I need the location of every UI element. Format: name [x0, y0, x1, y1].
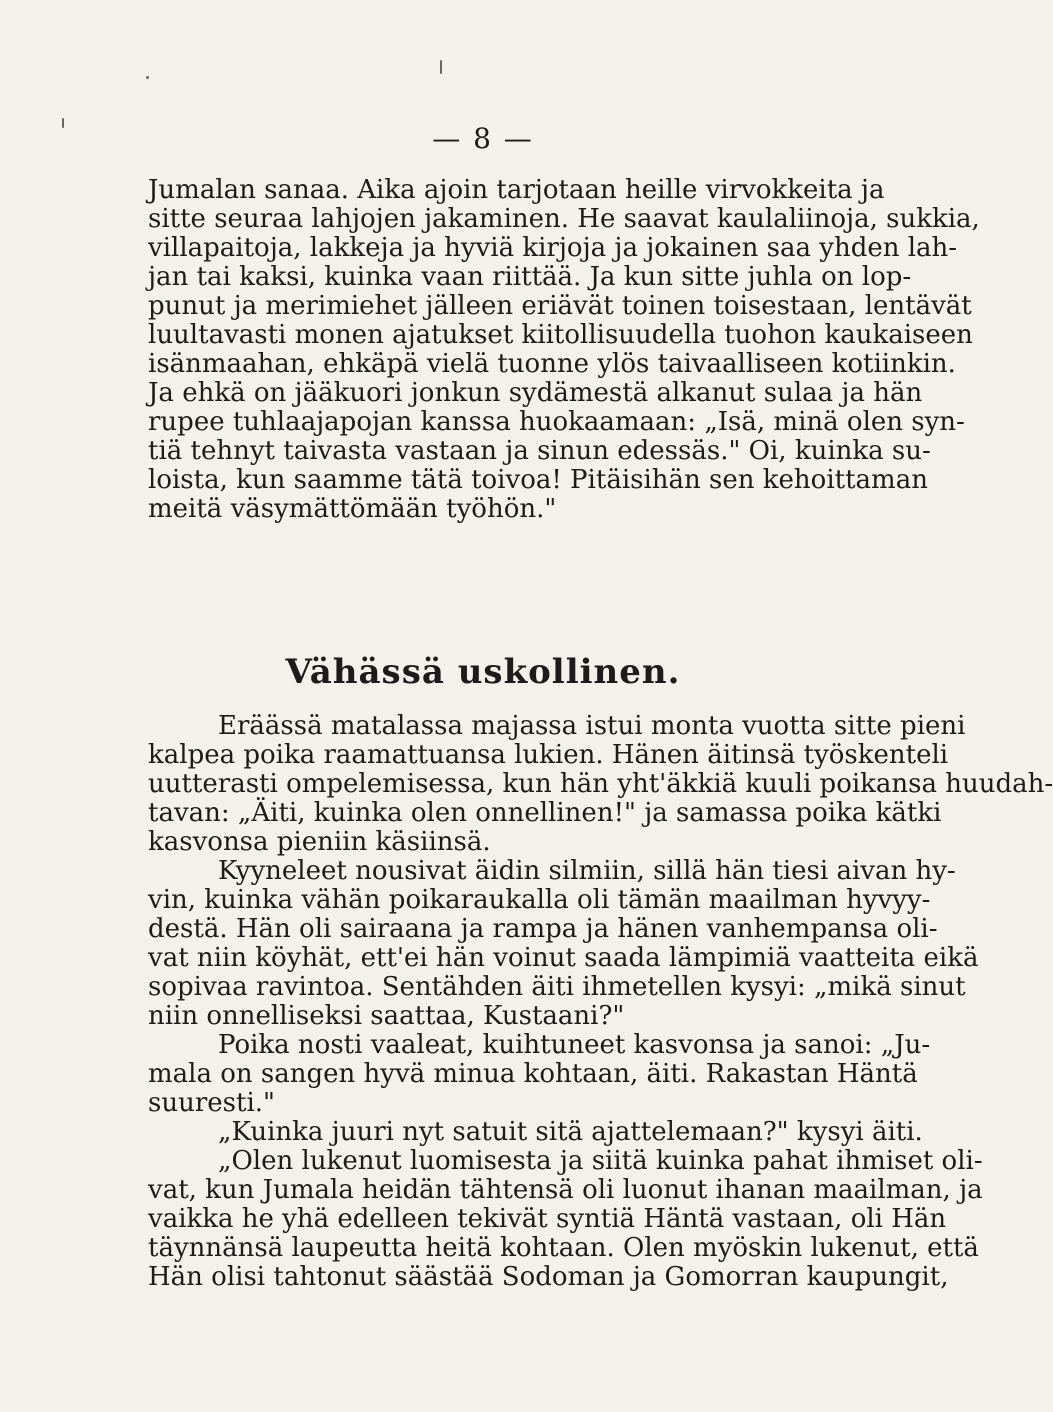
text-line: vat niin köyhät, ett'ei hän voinut saada lämpimiä vaatteita eikä: [148, 943, 979, 973]
text-line: sitte seuraa lahjojen jakaminen. He saavat kaulaliinoja, sukkia,: [148, 204, 980, 234]
text-line: vaikka he yhä edelleen tekivät syntiä Häntä vastaan, oli Hän: [148, 1204, 947, 1234]
section-heading: Vähässä uskollinen.: [285, 652, 681, 692]
text-line: jan tai kaksi, kuinka vaan riittää. Ja kun sitte juhla on lop-: [148, 262, 912, 292]
text-line: Ja ehkä on jääkuori jonkun sydämestä alkanut sulaa ja hän: [148, 378, 923, 408]
paragraph-continuation: [148, 175, 980, 524]
text-line: Jumalan sanaa. Aika ajoin tarjotaan heille virvokkeita ja: [148, 175, 885, 205]
print-speck: [146, 76, 149, 79]
text-line: täynnänsä laupeutta heitä kohtaan. Olen myöskin lukenut, että: [148, 1233, 979, 1263]
text-line: „Kuinka juuri nyt satuit sitä ajattelemaan?" kysyi äiti.: [218, 1117, 923, 1147]
text-line: Poika nosti vaaleat, kuihtuneet kasvonsa ja sanoi: „Ju-: [218, 1030, 931, 1060]
text-line: kalpea poika raamattuansa lukien. Hänen äitinsä työskenteli: [148, 740, 949, 770]
page-number: — 8 —: [432, 122, 534, 155]
text-line: loista, kun saamme tätä toivoa! Pitäisihän sen kehoittaman: [148, 465, 928, 495]
text-line: niin onnelliseksi saattaa, Kustaani?": [148, 1001, 625, 1031]
text-line: vin, kuinka vähän poikaraukalla oli tämän maailman hyvyy-: [148, 885, 931, 915]
text-line: mala on sangen hyvä minua kohtaan, äiti. Rakastan Häntä: [148, 1059, 918, 1089]
text-line: kasvonsa pieniin käsiinsä.: [148, 827, 491, 857]
text-line: „Olen lukenut luomisesta ja siitä kuinka pahat ihmiset oli-: [218, 1146, 983, 1176]
text-line: vat, kun Jumala heidän tähtensä oli luonut ihanan maailman, ja: [148, 1175, 983, 1205]
text-line: sopivaa ravintoa. Sentähden äiti ihmetellen kysyi: „mikä sinut: [148, 972, 966, 1002]
text-line: rupee tuhlaajapojan kanssa huokaamaan: „Isä, minä olen syn-: [148, 407, 965, 437]
paragraph-mother-question: [148, 1117, 923, 1147]
text-line: Hän olisi tahtonut säästää Sodoman ja Gomorran kaupungit,: [148, 1262, 949, 1292]
print-speck: [440, 60, 442, 74]
paragraph-mother: [148, 856, 979, 1031]
text-line: Eräässä matalassa majassa istui monta vuotta sitte pieni: [218, 711, 966, 741]
text-line: Kyyneleet nousivat äidin silmiin, sillä hän tiesi aivan hy-: [218, 856, 956, 886]
text-line: punut ja merimiehet jälleen eriävät toinen toisestaan, lentävät: [148, 291, 972, 321]
paragraph-boy-answer: [148, 1030, 931, 1118]
text-line: suuresti.": [148, 1088, 275, 1118]
text-line: destä. Hän oli sairaana ja rampa ja hänen vanhempansa oli-: [148, 914, 938, 944]
text-line: tiä tehnyt taivasta vastaan ja sinun edessäs." Oi, kuinka su-: [148, 436, 931, 466]
text-line: tavan: „Äiti, kuinka olen onnellinen!" ja samassa poika kätki: [148, 798, 942, 828]
paragraph-boy-explanation: [148, 1146, 983, 1292]
text-line: luultavasti monen ajatukset kiitollisuudella tuohon kaukaiseen: [148, 320, 973, 350]
paragraph-intro: [148, 711, 1053, 857]
text-line: isänmaahan, ehkäpä vielä tuonne ylös taivaalliseen kotiinkin.: [148, 349, 956, 379]
text-line: villapaitoja, lakkeja ja hyviä kirjoja ja jokainen saa yhden lah-: [148, 233, 958, 263]
text-line: meitä väsymättömään työhön.": [148, 494, 557, 524]
text-line: uutterasti ompelemisessa, kun hän yht'äkkiä kuuli poikansa huudah-: [148, 769, 1053, 799]
